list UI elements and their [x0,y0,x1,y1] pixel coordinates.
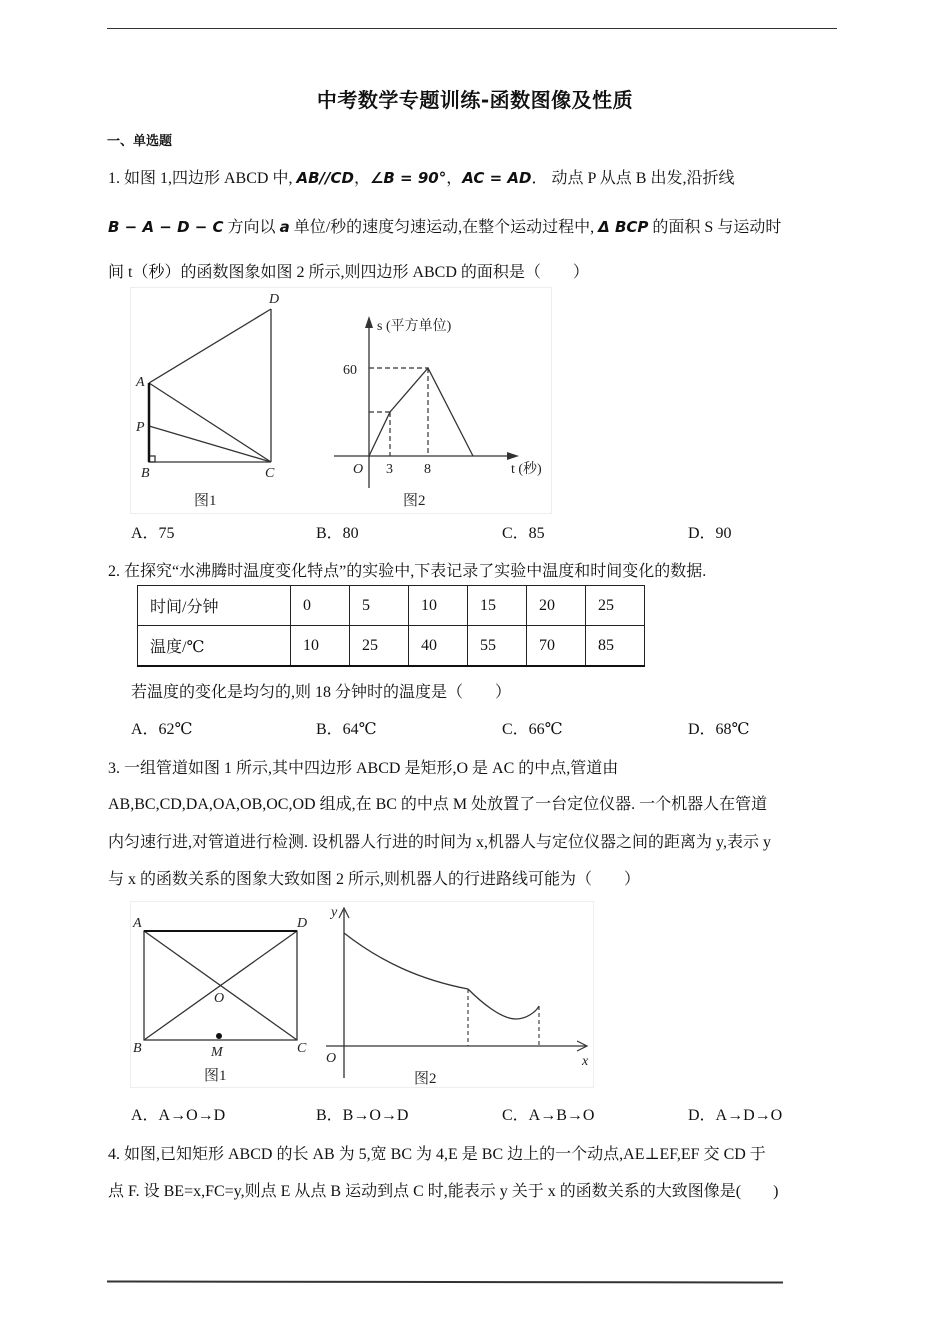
fig2-caption: 图2 [414,1071,437,1087]
table-row-header: 时间/分钟 [138,586,291,626]
option-c[interactable]: C．66℃ [502,721,563,738]
q1-number: 1. [108,170,120,187]
label-C: C [265,466,275,481]
table-cell: 55 [468,626,527,667]
option-c[interactable]: C．A→B→O [502,1107,595,1124]
table-cell: 25 [350,626,409,667]
table-row [138,586,645,626]
table-row [138,626,645,667]
q3-geometry-figure [131,902,593,1087]
q2-followup: 若温度的变化是均匀的,则 18 分钟时的温度是（ ） [131,684,512,701]
table-cell: 0 [291,586,350,626]
header-rule [107,28,837,29]
math-expr: AC = AD [462,169,532,187]
q1-geometry-figure [131,288,551,513]
math-expr: Δ BCP [598,218,649,236]
option-b[interactable]: B．64℃ [316,721,377,738]
fig2-x-label: t (秒) [511,462,542,477]
fig2-origin: O [326,1051,337,1066]
option-b[interactable]: B．80 [316,525,359,542]
q2-number: 2. [108,563,120,580]
q3-line-3: 内匀速行进,对管道进行检测. 设机器人行进的时间为 x,机器人与定位仪器之间的距离为 y,表示 y [108,834,771,851]
label-B: B [133,1041,142,1056]
label-D: D [269,292,280,307]
math-expr: ∠B = 90° [369,169,447,187]
label-D: D [297,916,308,931]
table-cell: 15 [468,586,527,626]
math-expr: a [279,218,290,236]
q1-line-2: B − A − D − C 方向以 a 单位/秒的速度匀速运动,在整个运动过程中, Δ BCP 的面积 S 与运动时 [108,218,782,236]
fig1-caption: 图1 [204,1068,227,1084]
section-heading: 一、单选题 [107,134,173,149]
table-cell: 85 [586,626,645,667]
fig2-caption: 图2 [403,493,426,509]
option-b[interactable]: B．B→O→D [316,1107,409,1124]
q1-line-3: 间 t（秒）的函数图象如图 2 所示,则四边形 ABCD 的面积是（ ） [108,264,589,281]
q2-data-table [137,585,645,667]
label-A: A [136,375,145,390]
fig2-x-tick-8: 8 [424,462,431,477]
q4-number: 4. [108,1146,120,1163]
label-O: O [214,991,225,1006]
q3-number: 3. [108,760,120,777]
q3-line-1: 3. 一组管道如图 1 所示,其中四边形 ABCD 是矩形,O 是 AC 的中点,管道由 [108,760,619,777]
q1-figure [130,287,552,514]
q1-line-1: 1. 如图 1,四边形 ABCD 中, AB//CD，∠B = 90°，AC = AD． 动点 P 从点 B 出发,沿折线 [108,169,735,187]
option-a[interactable]: A．75 [131,525,175,542]
label-C: C [297,1041,307,1056]
label-B: B [141,466,150,481]
math-expr: AB//CD [296,169,354,187]
q3-figure [130,901,594,1088]
option-d[interactable]: D．90 [688,525,732,542]
q4-line-2: 点 F. 设 BE=x,FC=y,则点 E 从点 B 运动到点 C 时,能表示 y 关于 x 的函数关系的大致图像是( ) [108,1183,779,1200]
table-cell: 25 [586,586,645,626]
fig2-origin: O [353,462,364,477]
fig2-x-label: x [582,1054,589,1069]
fig2-y-label: y [331,905,338,920]
option-d[interactable]: D．68℃ [688,721,750,738]
page-title: 中考数学专题训练-函数图像及性质 [316,88,634,112]
q3-line-4: 与 x 的函数关系的图象大致如图 2 所示,则机器人的行进路线可能为（ ） [108,871,641,888]
table-cell: 10 [291,626,350,667]
fig2-y-tick: 60 [343,363,357,378]
q4-line-1: 4. 如图,已知矩形 ABCD 的长 AB 为 5,宽 BC 为 4,E 是 BC 边上的一个动点,AE⊥EF,EF 交 CD 于 [108,1146,766,1163]
label-P: P [136,420,145,435]
table-cell: 70 [527,626,586,667]
table-cell: 20 [527,586,586,626]
table-row-header: 温度/℃ [138,626,291,667]
table-cell: 5 [350,586,409,626]
label-A: A [133,916,142,931]
option-a[interactable]: A．A→O→D [131,1107,226,1124]
q3-line-2: AB,BC,CD,DA,OA,OB,OC,OD 组成,在 BC 的中点 M 处放置了一台定位仪器. 一个机器人在管道 [108,796,768,813]
q2-line-1: 2. 在探究“水沸腾时温度变化特点”的实验中,下表记录了实验中温度和时间变化的数据. [108,563,707,580]
math-expr: B − A − D − C [108,218,224,236]
label-M: M [211,1045,223,1060]
table-cell: 40 [409,626,468,667]
option-a[interactable]: A．62℃ [131,721,193,738]
option-d[interactable]: D．A→D→O [688,1107,783,1124]
table-cell: 10 [409,586,468,626]
fig1-caption: 图1 [194,493,217,509]
fig2-y-label: s (平方单位) [377,319,452,334]
fig2-x-tick-3: 3 [386,462,393,477]
option-c[interactable]: C．85 [502,525,545,542]
footer-rule [107,1281,783,1284]
